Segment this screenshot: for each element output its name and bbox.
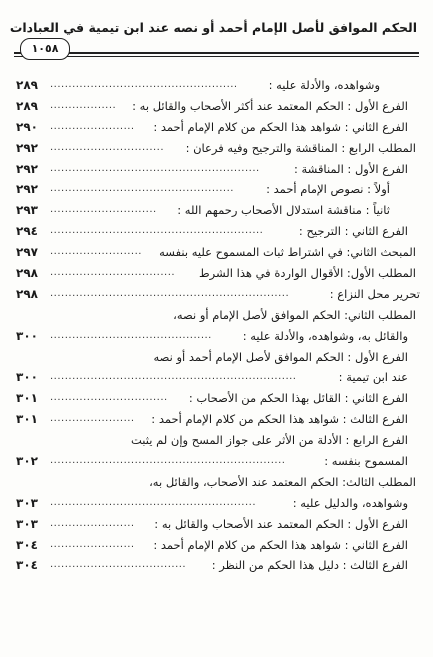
toc-entry-page: ٢٩٧ (16, 245, 38, 260)
toc-dot-leader: ............................. (50, 204, 157, 216)
toc-entry (16, 221, 420, 242)
toc-dot-leader: .................................................. (50, 183, 234, 195)
toc-entry-text: تحرير محل النزاع : (329, 286, 420, 301)
toc-entry (16, 326, 420, 347)
toc-entry (16, 305, 420, 326)
toc-entry-page: ٢٨٩ (16, 78, 38, 92)
header-rule-thin (14, 56, 419, 57)
toc-entry (16, 138, 420, 159)
toc-entry-page: ٢٩٨ (16, 286, 38, 301)
toc-entry (16, 535, 420, 556)
toc-dot-leader: ....................... (50, 517, 135, 529)
toc-dot-leader: ................................................................... (50, 371, 297, 383)
toc-entry (16, 388, 420, 409)
toc-entry-text: الفرع الأول : الحكم المعتمد عند الأصحاب والقائل به : (154, 516, 408, 531)
toc-entry-page: ٣٠٠ (16, 370, 38, 385)
toc-entry-page: ٢٩٣ (16, 203, 38, 218)
toc-entry-text: الفرع الثالث : دليل هذا الحكم من النظر : (211, 558, 408, 573)
toc-entry-text: المطلب الأول: الأقوال الواردة في هذا الشرط (199, 266, 416, 281)
toc-entry-page: ٣٠٢ (16, 454, 38, 469)
toc-entry (16, 242, 420, 263)
page-header (9, 10, 419, 64)
toc-entry-text: أولاً : نصوص الإمام أحمد : (266, 182, 390, 197)
toc-entry (16, 493, 420, 514)
toc-entry-text: والقائل به، وشواهده، والأدلة عليه : (242, 328, 408, 343)
toc-entry-page: ٣٠١ (16, 412, 38, 427)
toc-entry-page: ٣٠٣ (16, 495, 38, 510)
running-header-title: الحكم الموافق لأصل الإمام أحمد أو نصه عند ابن تيمية في العبادات (9, 20, 417, 35)
toc-entry-text: المطلب الرابع : المناقشة والترجيح وفيه فرعان : (185, 140, 416, 155)
toc-dot-leader: ..................................... (50, 559, 187, 571)
toc-dot-leader: .................................. (50, 267, 176, 279)
toc-entry (16, 117, 420, 138)
toc-entry (16, 451, 420, 472)
toc-dot-leader: ............................................ (50, 329, 212, 341)
toc-entry-text: المسموح بنفسه : (324, 454, 408, 469)
toc-entry (16, 347, 420, 368)
toc-dot-leader: ......................................................... (50, 162, 260, 174)
toc-entry-page: ٣٠٠ (16, 328, 38, 343)
toc-entry (16, 472, 420, 493)
toc-entry-text: الفرع الثاني : شواهد هذا الحكم من كلام الإمام أحمد : (153, 537, 408, 552)
page-number-badge: ١٠٥٨ (20, 38, 70, 60)
toc-entry-page: ٢٩٢ (16, 161, 38, 176)
toc-entry-text: الفرع الأول : الحكم الموافق لأصل الإمام أحمد أو نصه (153, 349, 408, 364)
toc-dot-leader: ......................... (50, 246, 142, 258)
toc-entry-page: ٢٩٢ (16, 140, 38, 155)
toc-entry-page: ٢٩٤ (16, 224, 38, 239)
toc-entry-text: المطلب الثالث: الحكم المعتمد عند الأصحاب، والقائل به، (149, 474, 416, 489)
toc-dot-leader: ....................... (50, 538, 135, 550)
toc-entry (16, 367, 420, 388)
toc-entry (16, 75, 420, 96)
toc-entry (16, 96, 420, 117)
toc-dot-leader: ................................................................ (50, 455, 286, 467)
toc-dot-leader: ........................................................ (50, 496, 257, 508)
toc-entry-page: ٣٠١ (16, 391, 38, 406)
toc-entry-page: ٢٩٨ (16, 266, 38, 281)
toc-entry (16, 555, 420, 576)
toc-entry (16, 179, 420, 200)
toc-entry-text: الفرع الأول : الحكم المعتمد عند أكثر الأصحاب والقائل به : (132, 98, 408, 113)
toc-dot-leader: .......................................................... (50, 225, 264, 237)
toc-dot-leader: ................................ (50, 392, 168, 404)
toc-entry-page: ٣٠٣ (16, 516, 38, 531)
toc-dot-leader: ....................... (50, 413, 135, 425)
toc-entry-text: الفرع الرابع : الأدلة من الأثر على جواز المسح وإن لم يثبت (131, 433, 408, 448)
toc-entry (16, 409, 420, 430)
toc-entry-text: عند ابن تيمية : (338, 370, 408, 385)
toc-entry (16, 284, 420, 305)
toc-entry-text: الفرع الثاني : القائل بهذا الحكم من الأصحاب : (188, 391, 408, 406)
toc-entry-text: وشواهده، والدليل عليه : (292, 495, 408, 510)
toc-dot-leader: ................................................................. (50, 287, 290, 299)
toc-entry-text: الفرع الثالث : شواهد هذا الحكم من كلام الإمام أحمد : (151, 412, 408, 427)
toc-dot-leader: ....................... (50, 120, 135, 132)
toc-entry-page: ٢٩٢ (16, 182, 38, 197)
table-of-contents (16, 75, 420, 576)
toc-entry-page: ٣٠٤ (16, 558, 38, 573)
toc-entry-text: الفرع الأول : المناقشة : (293, 161, 408, 176)
toc-entry-page: ٣٠٤ (16, 537, 38, 552)
toc-entry-text: ثانياً : مناقشة استدلال الأصحاب رحمهم الله : (177, 203, 390, 218)
header-rule (14, 52, 419, 54)
toc-entry-text: الفرع الثاني : الترجيح : (298, 224, 408, 239)
toc-entry (16, 430, 420, 451)
toc-entry (16, 159, 420, 180)
toc-dot-leader: .................. (50, 99, 117, 111)
toc-entry-text: الفرع الثاني : شواهد هذا الحكم من كلام الإمام أحمد : (153, 119, 408, 134)
toc-dot-leader: ................................................... (50, 79, 238, 90)
toc-entry-text: وشواهده، والأدلة عليه : (268, 78, 380, 92)
toc-entry (16, 200, 420, 221)
toc-entry-page: ٢٨٩ (16, 98, 38, 113)
toc-entry-page: ٢٩٠ (16, 119, 38, 134)
toc-entry-text: المبحث الثاني: في اشتراط ثبات المسموح عليه بنفسه (159, 245, 416, 260)
toc-entry-text: المطلب الثاني: الحكم الموافق لأصل الإمام أو نصه، (173, 307, 416, 322)
toc-entry (16, 263, 420, 284)
toc-dot-leader: ............................... (50, 141, 165, 153)
toc-entry (16, 514, 420, 535)
